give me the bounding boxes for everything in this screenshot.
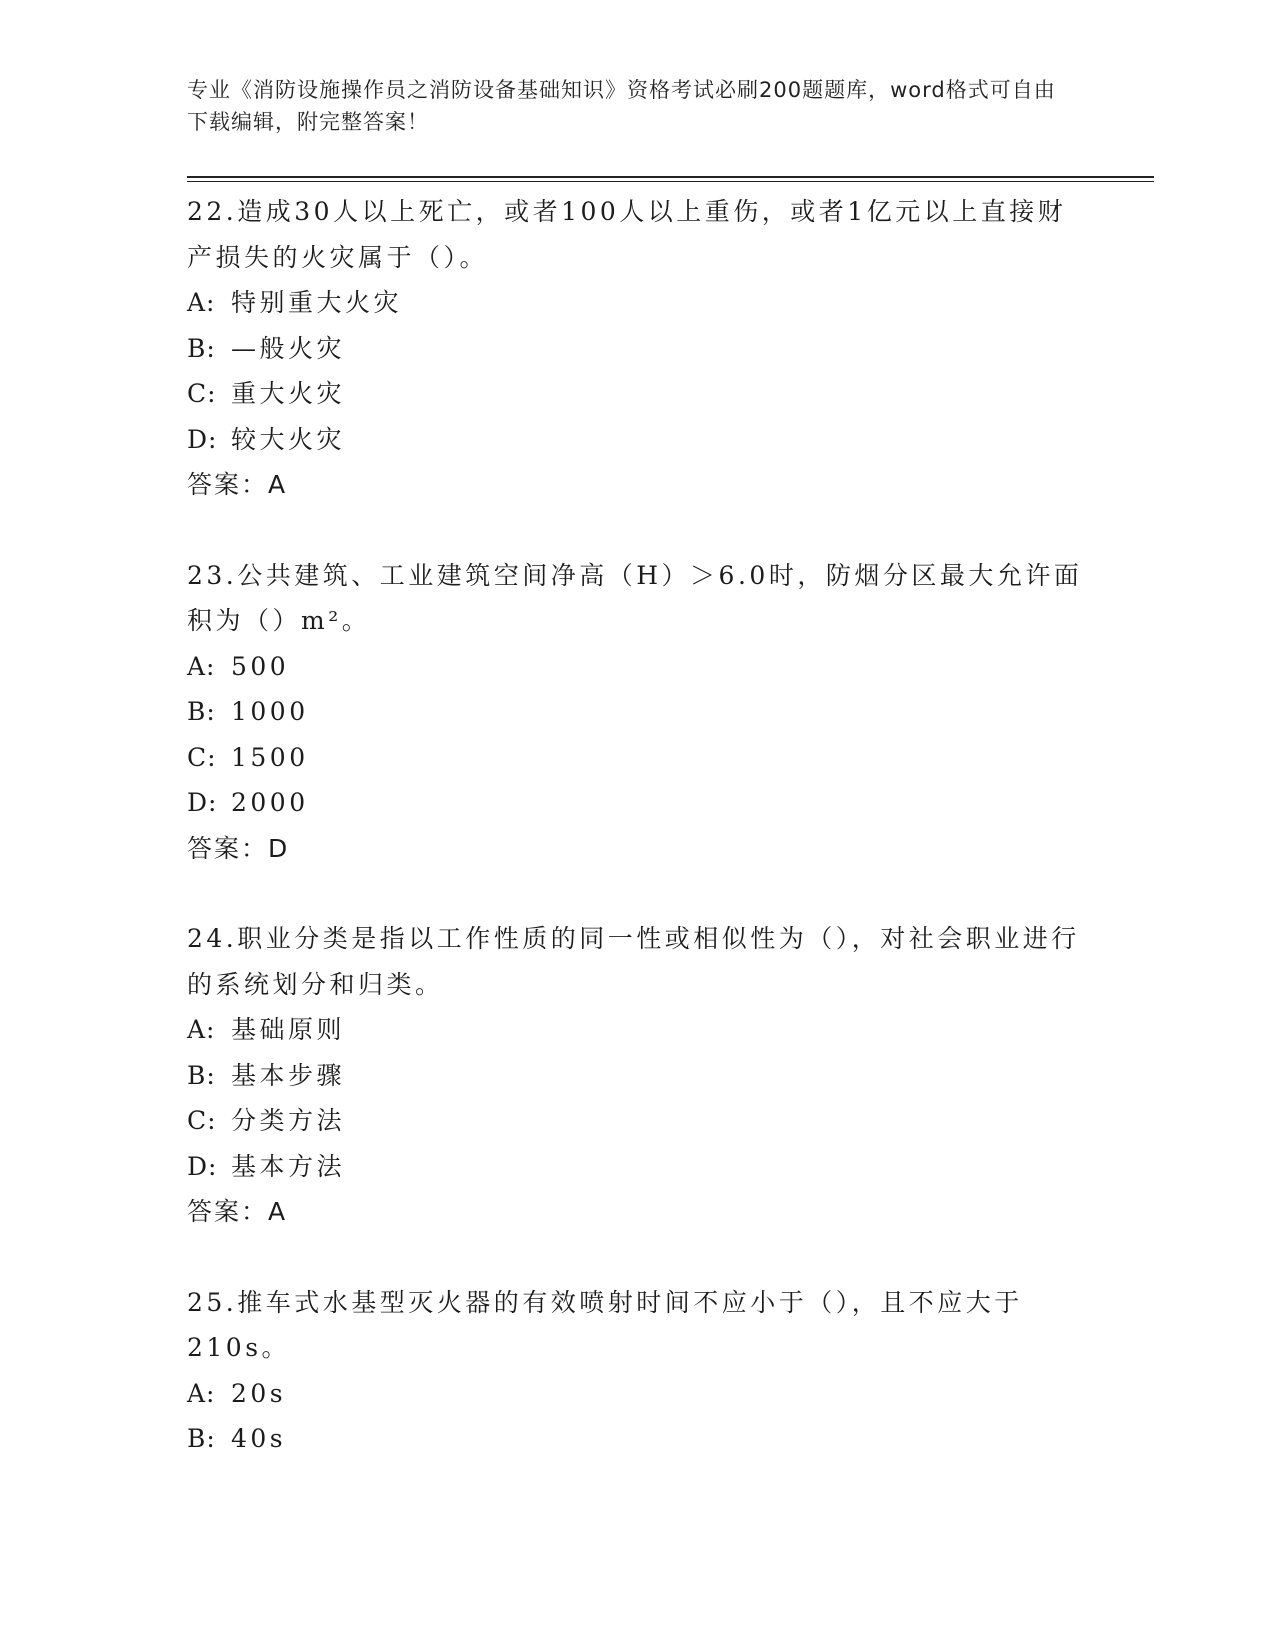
option-text: 1500 (231, 742, 309, 772)
option-key: D: (187, 1151, 218, 1181)
option-text: —般火灾 (231, 333, 346, 363)
option-c (187, 1098, 1087, 1144)
header-divider-thin (187, 181, 1154, 182)
question-stem: 23.公共建筑、工业建筑空间净高（H）＞6.0时，防烟分区最大允许面积为（）m²。 (187, 560, 1083, 635)
option-key: B: (187, 697, 216, 726)
option-key: D: (187, 788, 218, 817)
option-text: 20s (231, 1378, 287, 1408)
question-spacer (187, 1235, 1087, 1280)
option-a (187, 1371, 1087, 1417)
option-a (187, 644, 1087, 690)
question-23 (187, 553, 1087, 872)
option-d (187, 1144, 1087, 1190)
option-key: D: (187, 424, 218, 454)
question-22 (187, 189, 1087, 508)
option-text: 基本方法 (231, 1151, 346, 1181)
option-b (187, 326, 1087, 372)
question-spacer (187, 871, 1087, 916)
option-text: 分类方法 (231, 1106, 346, 1135)
option-c (187, 735, 1087, 781)
option-text: 1000 (231, 697, 309, 726)
option-d (187, 417, 1087, 463)
question-stem: 24.职业分类是指以工作性质的同一性或相似性为（），对社会职业进行的系统划分和归类。 (187, 924, 1080, 999)
option-text: 500 (231, 651, 290, 681)
option-text: 40s (231, 1424, 287, 1453)
question-spacer (187, 508, 1087, 553)
option-text: 2000 (231, 788, 309, 817)
option-key: B: (187, 1424, 216, 1453)
option-text: 重大火灾 (231, 379, 346, 408)
option-d (187, 780, 1087, 826)
option-a (187, 280, 1087, 326)
option-b (187, 689, 1087, 735)
option-key: B: (187, 1060, 216, 1090)
option-key: A: (187, 288, 216, 317)
option-text: 特别重大火灾 (231, 288, 403, 317)
document-header: 专业《消防设施操作员之消防设备基础知识》资格考试必刷200题题库，word格式可自由下载编辑，附完整答案！ (187, 78, 1056, 134)
option-text: 基本步骤 (231, 1060, 346, 1090)
option-key: C: (187, 742, 217, 772)
option-key: A: (187, 1378, 216, 1408)
option-key: C: (187, 1106, 217, 1135)
option-a (187, 1007, 1087, 1053)
option-b (187, 1416, 1087, 1462)
answer-line: 答案：A (187, 1197, 288, 1226)
question-25 (187, 1280, 1087, 1462)
option-key: A: (187, 651, 216, 681)
option-c (187, 371, 1087, 417)
answer-line: 答案：D (187, 833, 290, 863)
header-divider-thick (187, 176, 1154, 178)
option-key: B: (187, 333, 216, 363)
question-stem: 22.造成30人以上死亡，或者100人以上重伤，或者1亿元以上直接财产损失的火灾属于（）。 (187, 197, 1067, 272)
question-24 (187, 916, 1087, 1235)
option-text: 基础原则 (231, 1015, 346, 1044)
option-key: C: (187, 379, 217, 408)
answer-line: 答案：A (187, 470, 288, 499)
option-text: 较大火灾 (231, 424, 346, 454)
option-b (187, 1053, 1087, 1099)
question-stem: 25.推车式水基型灭火器的有效喷射时间不应小于（），且不应大于210s。 (187, 1287, 1023, 1362)
question-list (187, 189, 1087, 1462)
option-key: A: (187, 1015, 216, 1044)
